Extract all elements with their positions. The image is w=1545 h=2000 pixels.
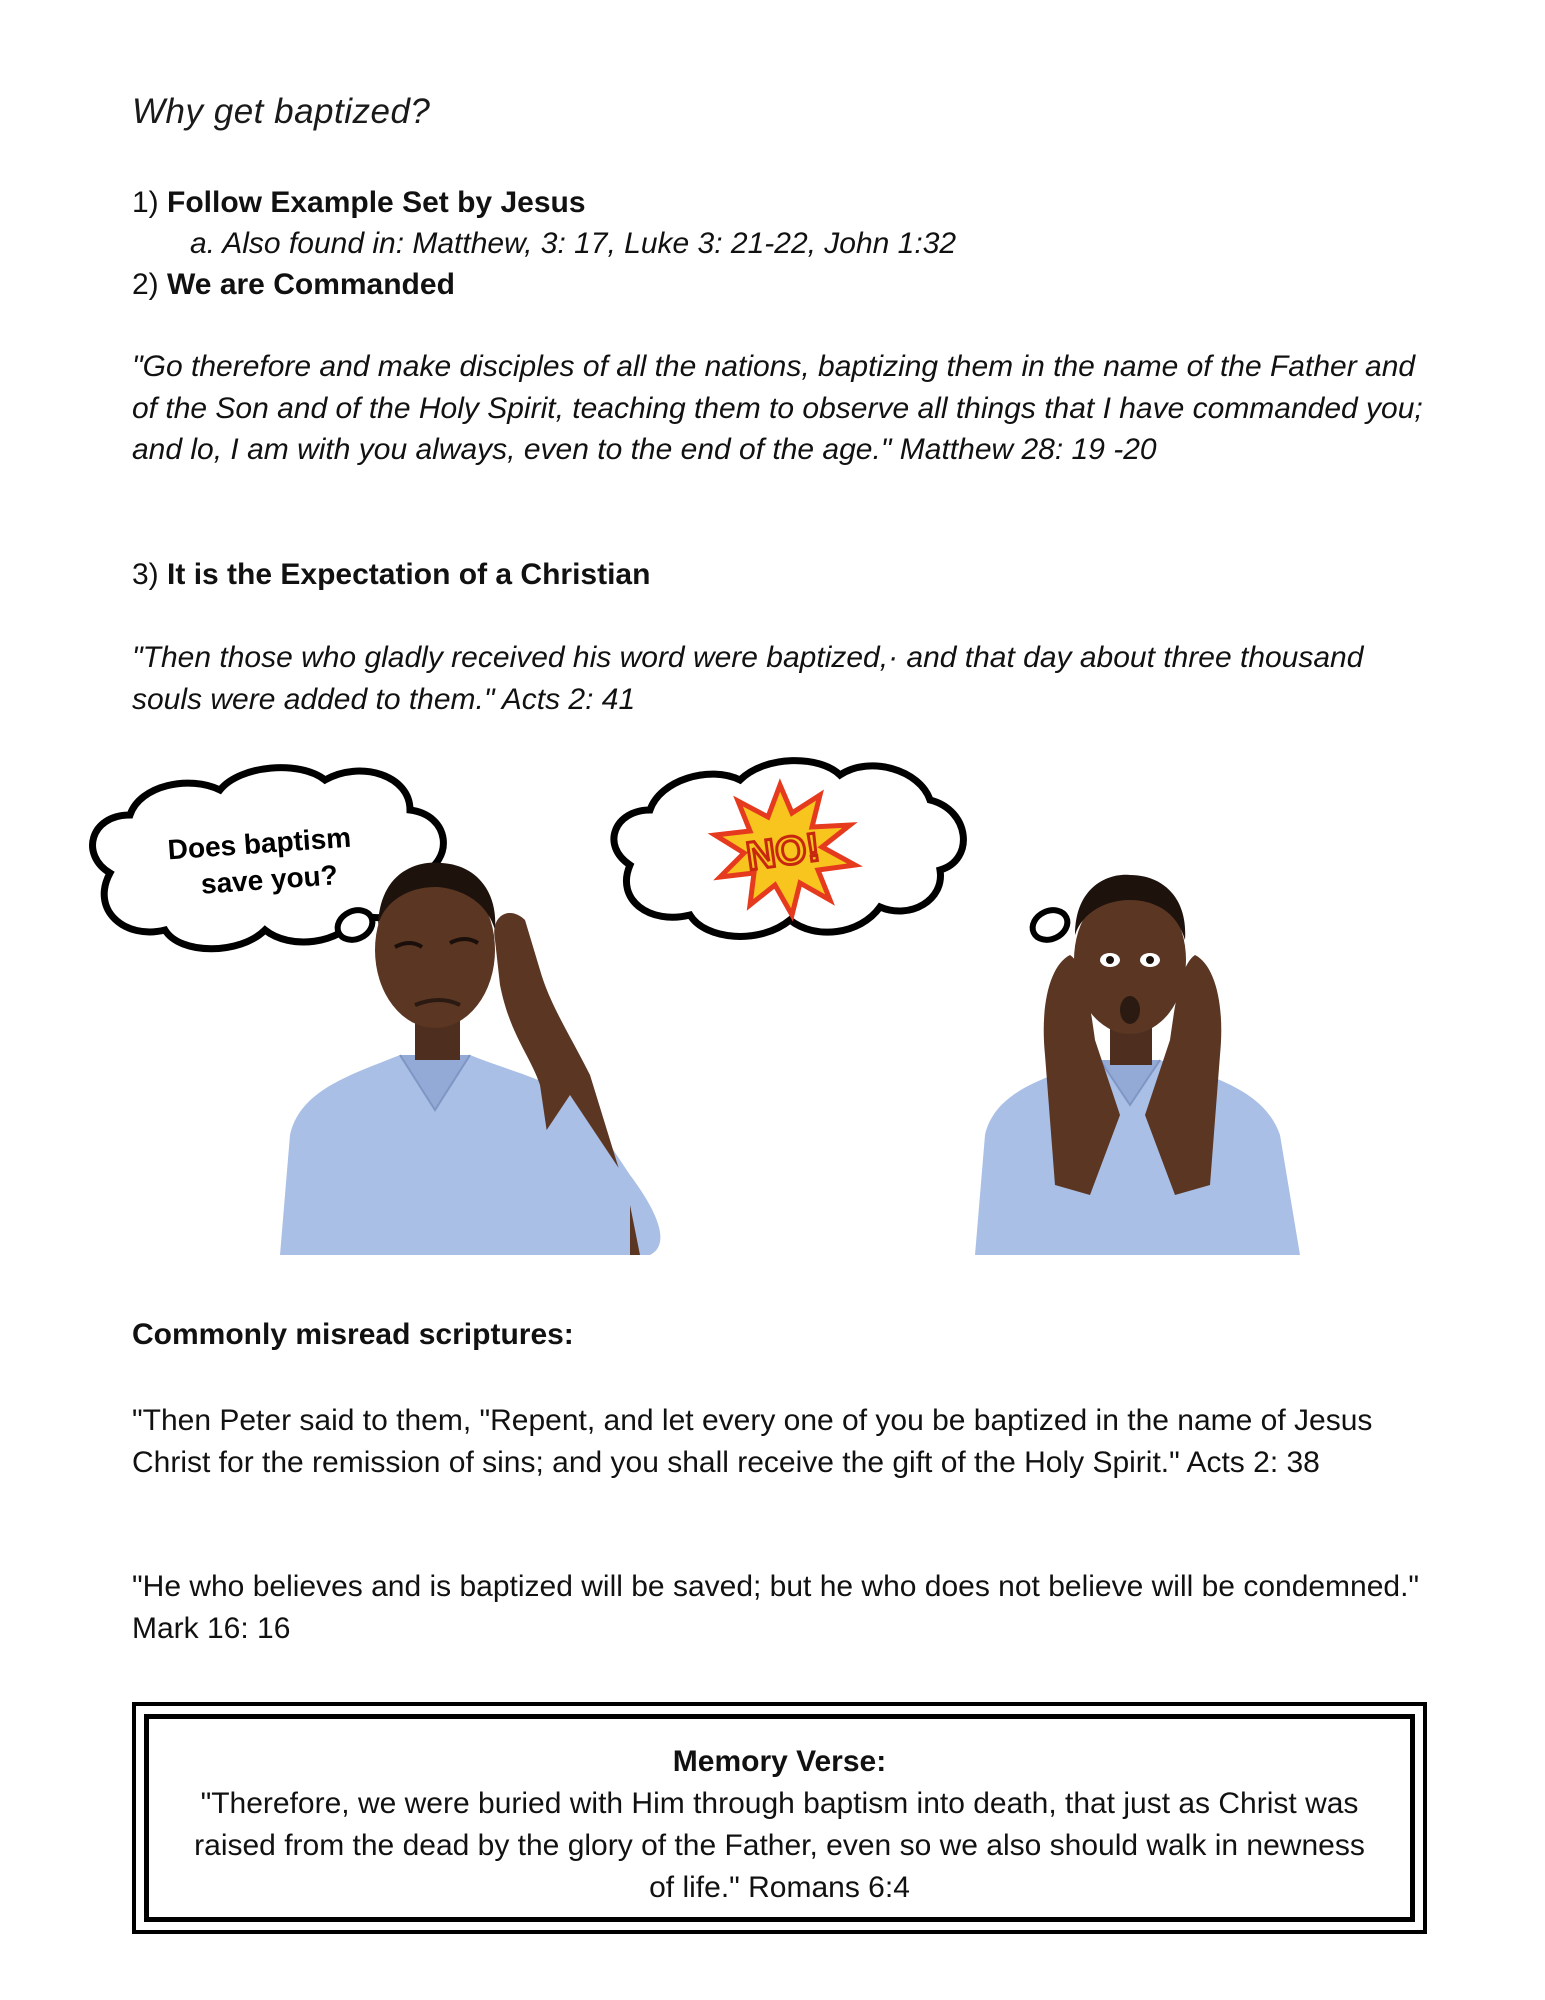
quote-acts: "Then those who gladly received his word were baptized,· and that day about three thousand souls were added to them." Acts 2: 41 xyxy=(132,641,1364,716)
misread-title: Commonly misread scriptures: xyxy=(132,1318,574,1351)
bubble-left-line1: Does baptism xyxy=(166,821,352,866)
point-3-title: It is the Expectation of a Christian xyxy=(167,558,651,591)
bubble-left-line2: save you? xyxy=(199,859,339,900)
memory-verse-text: "Therefore, we were buried with Him through baptism into death, that just as Christ was raised from the dead by the glory of the Father, even so we also should walk in newness of life." Romans 6:4 xyxy=(194,1787,1365,1904)
no-burst-text: NO! xyxy=(743,825,823,880)
point-1-number: 1) xyxy=(132,186,159,219)
memory-verse-box xyxy=(132,1702,1427,1934)
point-2-number: 2) xyxy=(132,268,159,301)
misread-mark: "He who believes and is baptized will be saved; but he who does not believe will be condemned." Mark 16: 16 xyxy=(132,1570,1420,1645)
page-heading: Why get baptized? xyxy=(132,92,431,131)
thought-bubble-right xyxy=(614,761,1106,963)
point-3 xyxy=(132,554,650,596)
man-shocked xyxy=(975,875,1300,1255)
point-2-title: We are Commanded xyxy=(167,268,455,301)
memory-verse-inner xyxy=(144,1714,1415,1922)
illustration xyxy=(70,755,1370,1255)
point-2 xyxy=(132,264,455,306)
point-1-sub: a. Also found in: Matthew, 3: 17, Luke 3: 21-22, John 1:32 xyxy=(190,227,957,260)
quote-matthew: "Go therefore and make disciples of all the nations, baptizing them in the name of the Father and of the Son and of the Holy Spirit, teaching them to observe all things that I have commanded you; and lo, I am with you always, even to the end of the age." Matthew 28: 19 -20 xyxy=(132,350,1423,466)
point-3-number: 3) xyxy=(132,558,159,591)
point-1 xyxy=(132,182,586,224)
misread-acts: "Then Peter said to them, "Repent, and let every one of you be baptized in the name of Jesus Christ for the remission of sins; and you shall receive the gift of the Holy Spirit." Acts 2: 38 xyxy=(132,1404,1373,1479)
point-1-title: Follow Example Set by Jesus xyxy=(167,186,586,219)
memory-verse-title: Memory Verse: xyxy=(672,1745,887,1778)
